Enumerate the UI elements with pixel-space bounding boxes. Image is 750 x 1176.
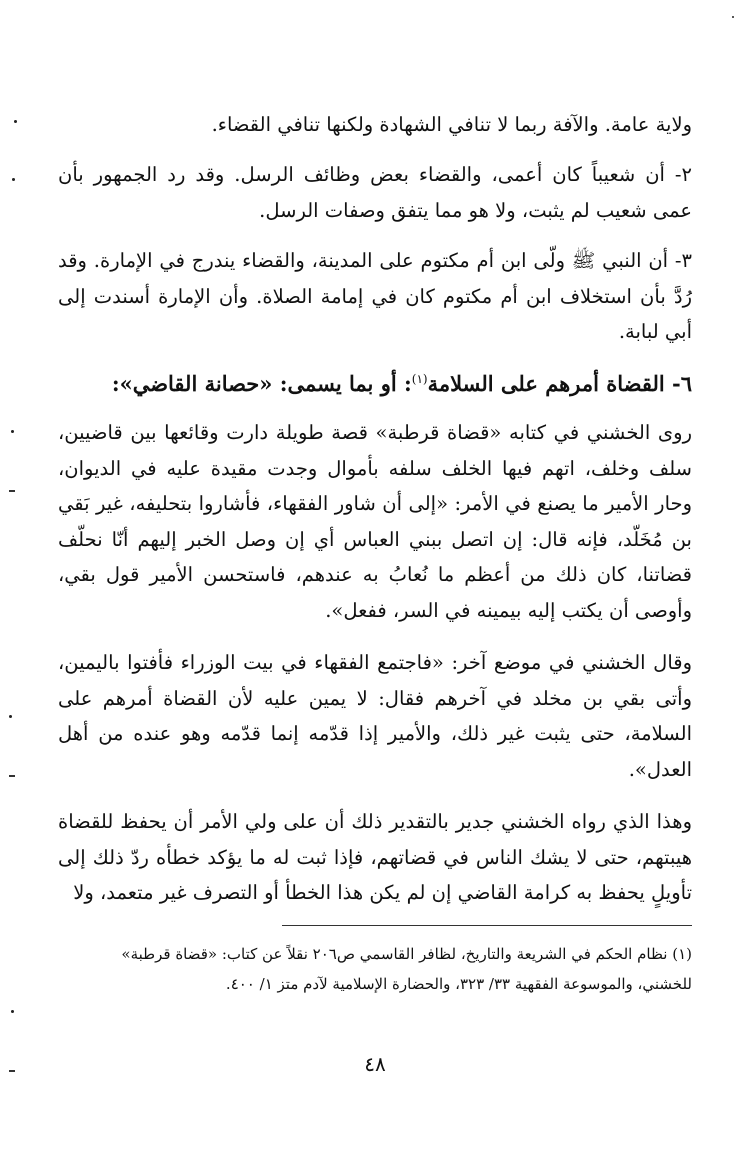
- scan-speck: [9, 490, 15, 492]
- section-heading: [58, 361, 692, 402]
- paragraph-khushani-story: روى الخشني في كتابه «قضاة قرطبة» قصة طويلة دارت وقائعها بين قاضيين، سلف وخلف، اتهم فيها الخلف سلفه بأموال وجدت مقيدة عليه في الديوان، وحار الأمير ما يصنع في الأمر: «إلى أن شاور الفقهاء، فأشاروا بتحليفه، غير بَقي بن مُخَلّد، فإنه قال: إن اتصل ببني العباس أي إن وصل الخبر إليهم أنّا نحلّف قضاتنا، كان ذلك من أعظم ما نُعابُ به عندهم، فاستحسن الأمير قول بقي، وأوصى أن يكتب إليه بيمينه في السر، ففعل».: [58, 421, 692, 622]
- paragraph-intro: ولاية عامة. والآفة ربما لا تنافي الشهادة ولكنها تنافي القضاء.: [211, 113, 692, 136]
- scan-speck: [732, 16, 734, 18]
- footnote-separator: [282, 925, 692, 926]
- heading-main: ٦- القضاة أمرهم على السلامة: [427, 371, 692, 396]
- heading-rest: : أو بما يسمى: «حصانة القاضي»:: [111, 371, 412, 396]
- paragraph-point-3: ٣- أن النبي ﷺ ولّى ابن أم مكتوم على المدينة، والقضاء يندرج في الإمارة. وقد رُدَّ بأن استخلاف ابن أم مكتوم كان في إمامة الصلاة. وأن الإمارة أسندت إلى أبي لبابة.: [58, 249, 692, 343]
- scan-speck: [14, 120, 17, 123]
- paragraph-point-2: ٢- أن شعيباً كان أعمى، والقضاء بعض وظائف الرسل. وقد رد الجمهور بأن عمى شعيب لم يثبت، ولا هو مما يتفق وصفات الرسل.: [58, 163, 692, 222]
- footnote-line-1: (١) نظام الحكم في الشريعة والتاريخ، لظافر القاسمي ص٢٠٦ نقلاً عن كتاب: «قضاة قرطبة»: [121, 945, 692, 963]
- scan-speck: [11, 1010, 14, 1013]
- scan-speck: [9, 1070, 15, 1072]
- scan-speck: [11, 430, 14, 433]
- scan-speck: [12, 178, 15, 181]
- paragraph-commentary: وهذا الذي رواه الخشني جدير بالتقدير ذلك أن على ولي الأمر أن يحفظ للقضاة هيبتهم، حتى لا يشك الناس في قضاتهم، فإذا ثبت له ما يؤكد خطأه ردّ ذلك إلى تأويلٍ يحفظ به كرامة القاضي إن لم يكن هذا الخطأ أو التصرف غير متعمد، ولا: [58, 810, 692, 904]
- footnote-ref: (١): [411, 372, 428, 386]
- scan-speck: [9, 715, 12, 718]
- footnote-line-2: للخشني، والموسوعة الفقهية ٣٣/ ٣٢٣، والحضارة الإسلامية لآدم متز ١/ ٤٠٠.: [225, 975, 692, 993]
- page-number: ٤٨: [364, 1052, 386, 1076]
- paragraph-khushani-quote: وقال الخشني في موضع آخر: «فاجتمع الفقهاء في بيت الوزراء فأفتوا باليمين، وأتى بقي بن مخلد في آخرهم فقال: لا يمين عليه لأن القضاة أمرهم على السلامة، حتى يثبت غير ذلك، والأمير إذا قدّمه إنما قدّمه وهو عنده من أهل العدل».: [58, 651, 692, 781]
- scan-speck: [9, 775, 15, 777]
